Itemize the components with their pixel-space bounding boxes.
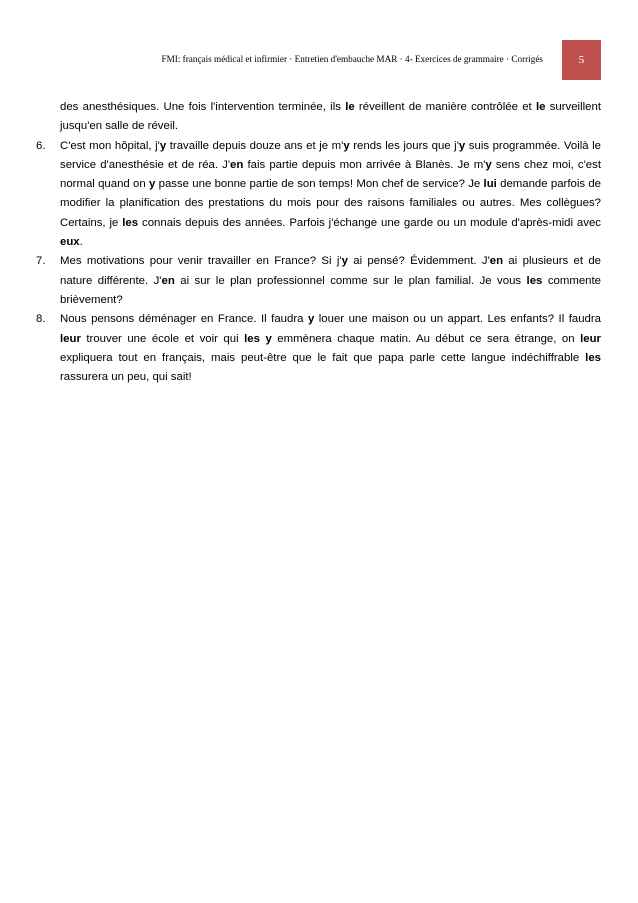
header-title: FMI: français médical et infirmier · Entretien d'embauche MAR · 4- Exercices de grammaire · Corrigés (161, 54, 543, 64)
pronoun-answer: leur (60, 332, 81, 345)
item-text (60, 313, 601, 383)
item-text (60, 255, 601, 306)
text-segment: fais partie depuis mon arrivée à Blanès. Je m' (243, 158, 486, 171)
text-segment: C'est mon hôpital, j' (60, 139, 160, 152)
text-segment: surveillent jusqu'en salle de réveil. (60, 101, 601, 133)
pronoun-answer: le (345, 101, 355, 113)
list-item (36, 252, 601, 310)
page-header (0, 0, 638, 80)
pronoun-answer: y (485, 158, 492, 171)
text-segment: louer une maison ou un appart. Les enfants? Il faudra (314, 313, 602, 326)
text-segment: ai plusieurs et de nature différente. J' (60, 255, 602, 287)
pronoun-answer: y (307, 313, 315, 326)
pronoun-answer: y (159, 139, 167, 152)
text-segment: réveillent de manière contrôlée et (354, 101, 536, 113)
pronoun-answer: eux (60, 236, 80, 249)
pronoun-answer: y (458, 139, 466, 152)
text-segment: rassurera un peu, qui sait! (60, 371, 192, 384)
list-item (36, 98, 601, 137)
text-segment: demande parfois de modifier la planification des prestations du mois pour des raisons familiales ou autres. Mes collègues? Certains, je (60, 178, 602, 229)
text-segment: sens chez moi, c'est normal quand on (60, 158, 601, 191)
pronoun-answer: les y (244, 332, 272, 345)
pronoun-answer: en (230, 158, 244, 171)
text-segment: ai sur le plan professionnel comme sur le plan familial. Je vous (174, 274, 527, 287)
text-segment: Nous pensons déménager en France. Il faudra (60, 313, 308, 326)
item-number: 7. (36, 255, 46, 268)
pronoun-answer: lui (483, 178, 497, 191)
text-segment: passe une bonne partie de son temps! Mon chef de service? Je (155, 178, 484, 191)
pronoun-answer: les (122, 216, 139, 229)
pronoun-answer: les (585, 351, 601, 364)
text-segment: suis programmée. Voilà le service d'anesthésie et de réa. J' (60, 139, 602, 171)
exercise-list (36, 98, 601, 387)
page-number-badge: 5 (562, 40, 601, 80)
pronoun-answer: y (343, 139, 350, 152)
item-number: 6. (36, 139, 46, 152)
text-segment: emmènera chaque matin. Au début ce sera étrange, on (271, 332, 581, 345)
item-text (60, 101, 601, 132)
pronoun-answer: en (161, 274, 175, 287)
text-segment: travaille depuis douze ans et je m' (166, 139, 344, 152)
text-segment: rends les jours que j' (349, 139, 459, 152)
text-segment: trouver une école et voir qui (80, 332, 245, 345)
text-segment: des anesthésiques. Une fois l'intervention terminée, ils (60, 101, 346, 113)
pronoun-answer: en (489, 255, 504, 268)
text-segment: Mes motivations pour venir travailler en France? Si j' (60, 255, 342, 268)
item-number: 8. (36, 313, 46, 326)
text-segment: expliquera tout en français, mais peut-être que le fait que papa parle cette langue indéchiffrable (60, 351, 586, 364)
pronoun-answer: le (535, 101, 546, 113)
item-text (60, 140, 601, 248)
list-item (36, 137, 601, 253)
pronoun-answer: y (341, 255, 348, 268)
text-segment: connais depuis des années. Parfois j'échange une garde ou un module d'après-midi avec (138, 216, 601, 229)
pronoun-answer: les (526, 274, 543, 287)
text-segment: commente brièvement? (60, 274, 602, 306)
text-segment: ai pensé? Évidemment. J' (347, 255, 490, 268)
pronoun-answer: y (149, 178, 156, 191)
list-item (36, 310, 601, 387)
pronoun-answer: leur (580, 332, 601, 345)
text-segment: . (79, 236, 83, 249)
